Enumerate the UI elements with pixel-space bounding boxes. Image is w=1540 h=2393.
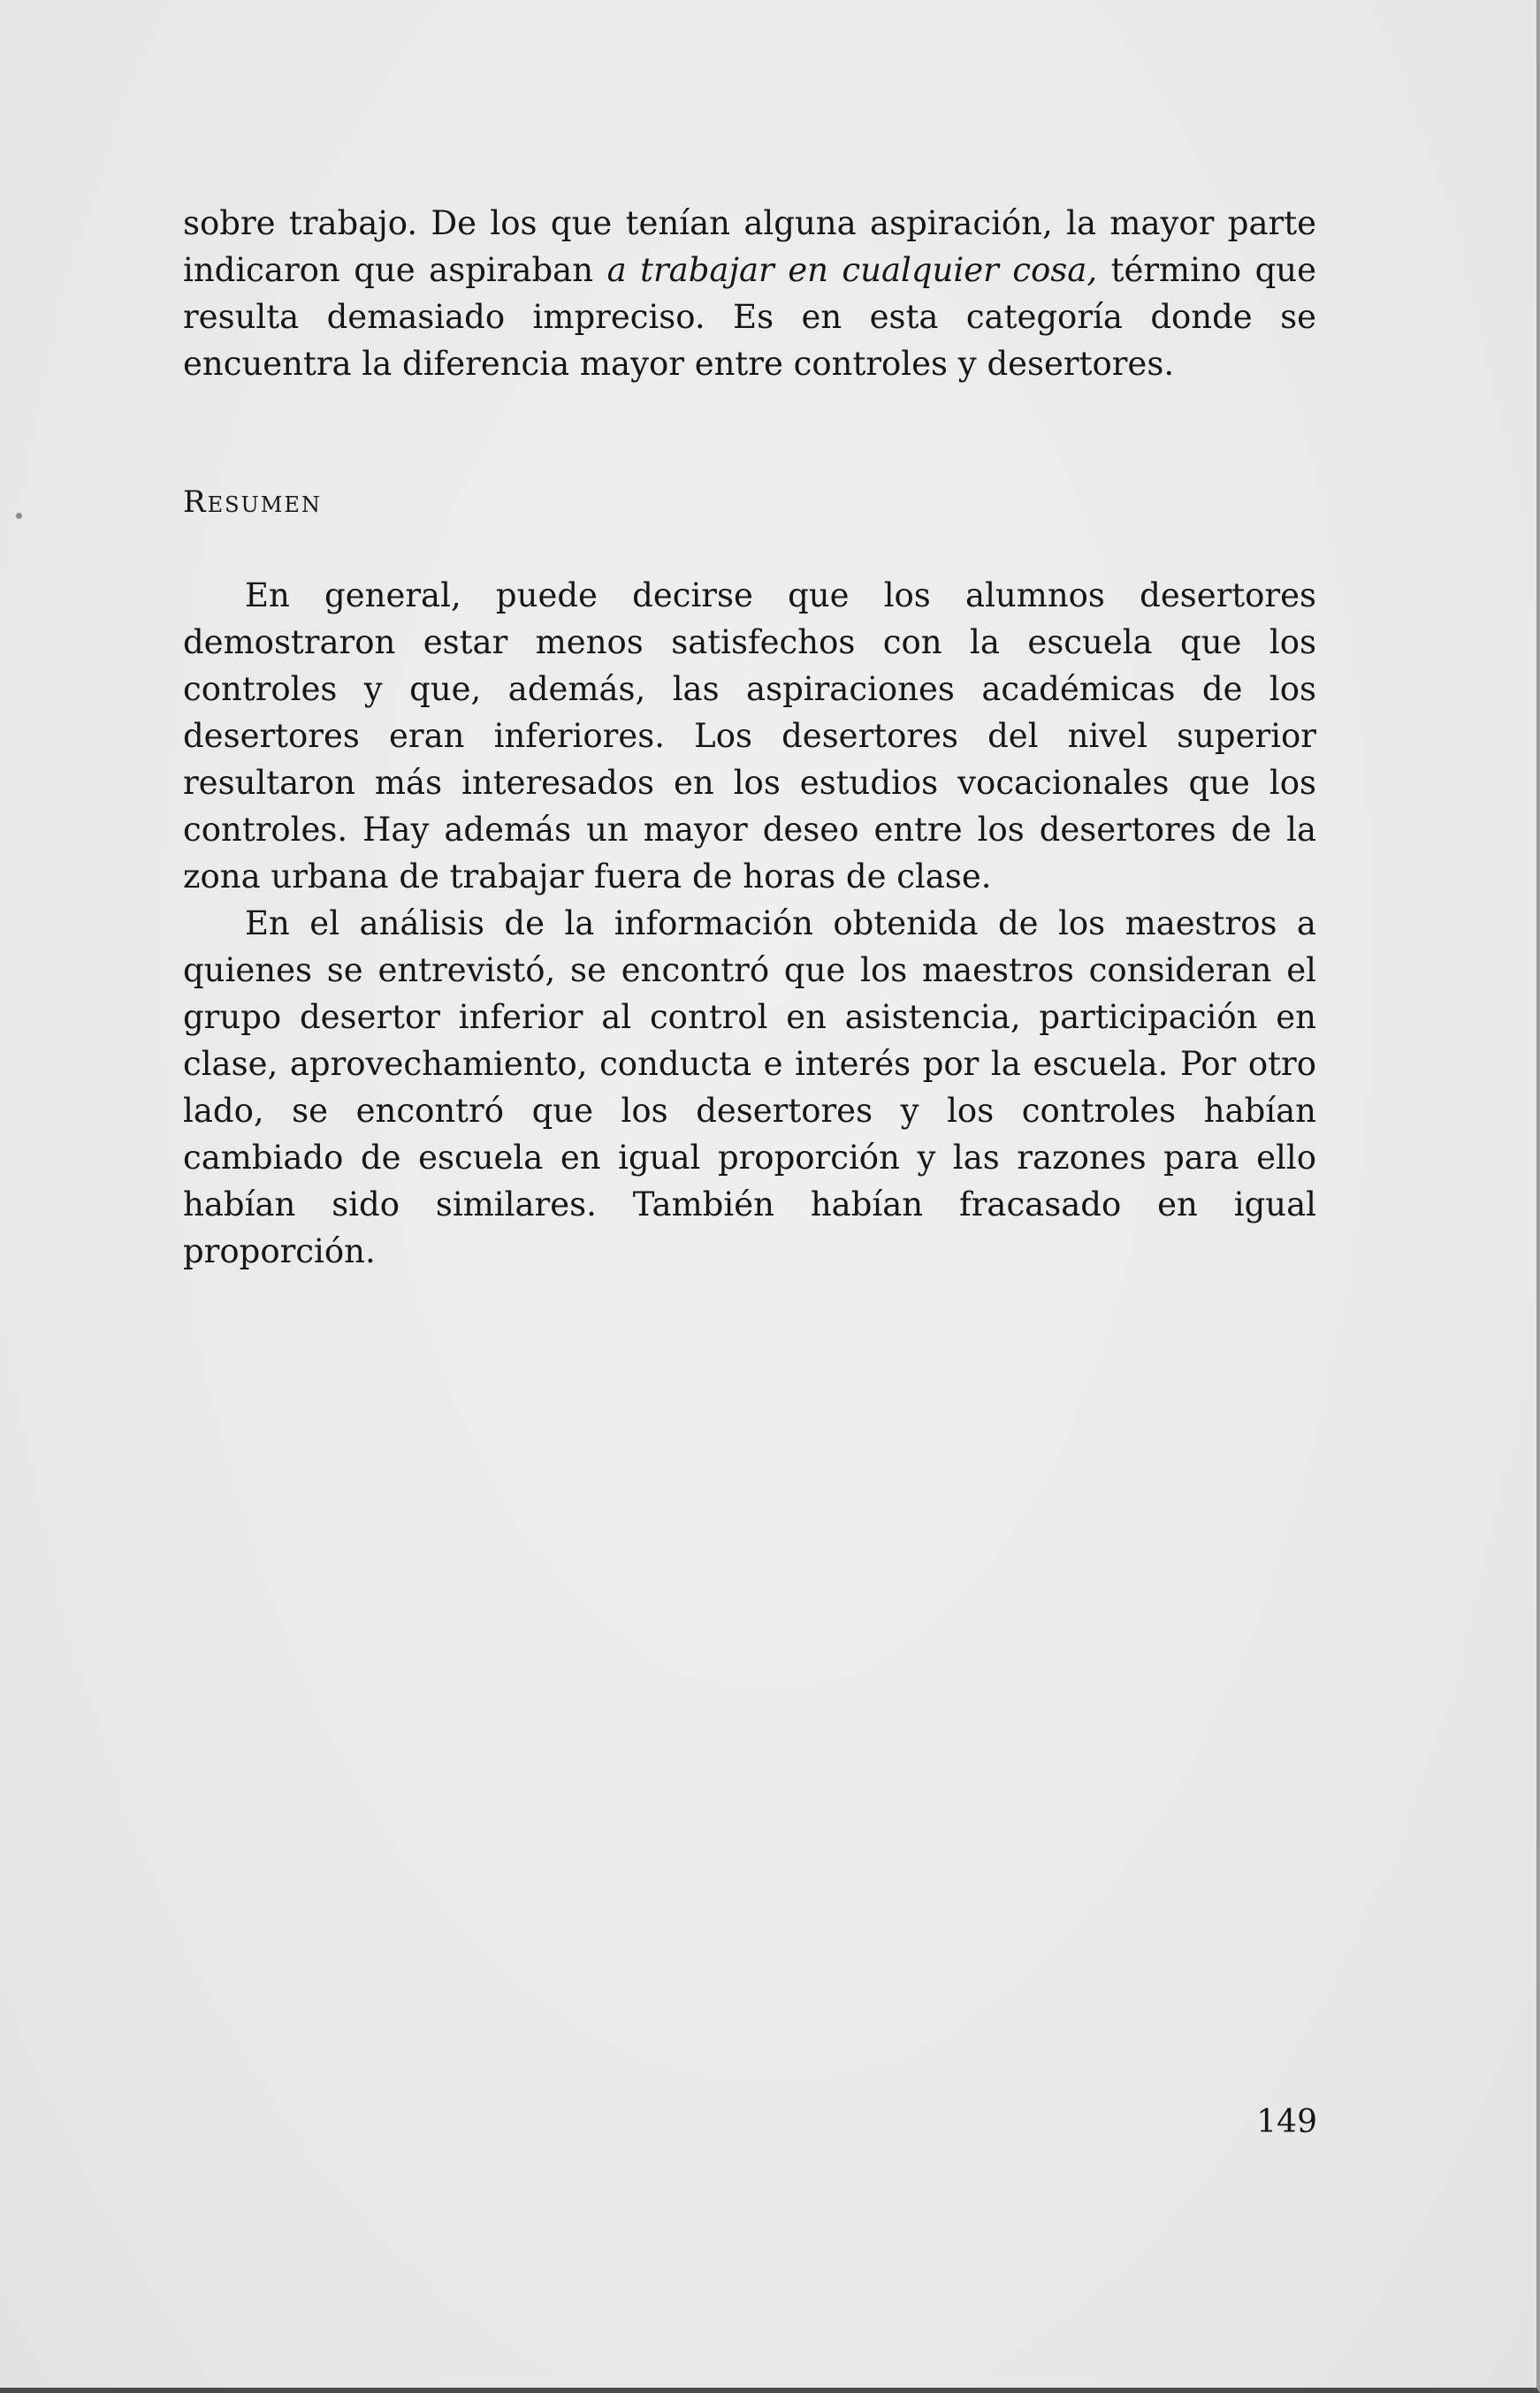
intro-text-after: término que resulta demasiado impreciso. Es en esta categoría donde se encuentra la diferencia mayor entre controles y desertores. — [183, 251, 1316, 383]
summary-paragraph-2: En el análisis de la información obtenida de los maestros a quienes se entrevistó, se encontró que los maestros consideran el grupo desertor inferior al control en asistencia, participación en clase, aprovechamiento, conducta e interés por la escuela. Por otro lado, se encontró que los desertores y los controles habían cambiado de escuela en igual proporción y las razones para ello habían sido similares. También habían fracasado en igual proporción. — [183, 904, 1316, 1270]
intro-text-block — [183, 200, 1316, 387]
intro-text-italic: a trabajar en cualquier cosa, — [606, 251, 1098, 289]
section-heading: Resumen — [183, 484, 322, 520]
intro-text-before: sobre trabajo. De los que tenían alguna aspiración, la mayor parte indicaron que aspiraban — [183, 204, 1316, 289]
summary-paragraph-1: En general, puede decirse que los alumnos desertores demostraron estar menos satisfechos con la escuela que los controles y que, además, las aspiraciones académicas de los desertores eran inferiores. Los desertores del nivel superior resultaron más interesados en los estudios vocacionales que los controles. Hay además un mayor deseo entre los desertores de la zona urbana de trabajar fuera de horas de clase. — [183, 576, 1316, 895]
summary-text-block — [183, 572, 1316, 1275]
paper-speck — [16, 513, 22, 519]
page-number: 149 — [1256, 2104, 1317, 2140]
intro-paragraph — [183, 200, 1316, 387]
